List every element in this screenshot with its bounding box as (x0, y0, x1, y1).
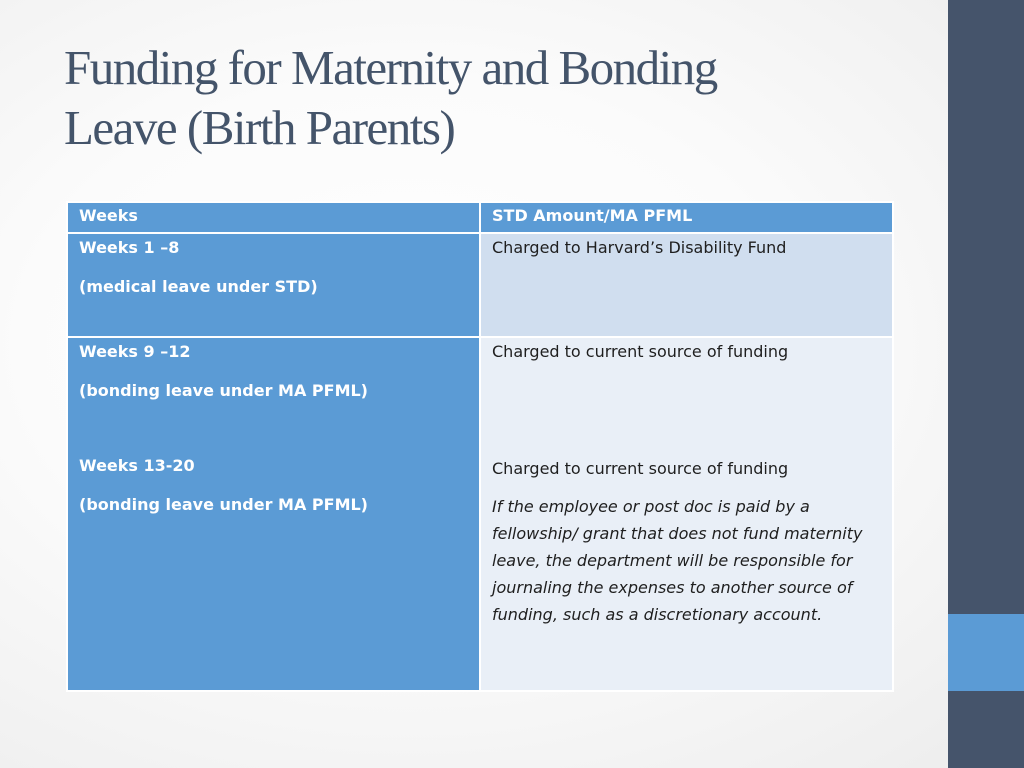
slide-title-line-2: Leave (Birth Parents) (64, 100, 455, 155)
fellowship-note: If the employee or post doc is paid by a fellowship/ grant that does not fund maternity leave, the department will be responsible for journaling the expenses to another source of funding, such as a discretionary account. (492, 497, 863, 624)
header-amount: STD Amount/MA PFML (480, 202, 893, 233)
leave-type: (bonding leave under MA PFML) (79, 381, 368, 400)
weeks-range: Weeks 13-20 (79, 456, 195, 475)
funding-table (66, 201, 894, 692)
table-row (67, 233, 893, 337)
slide-title (64, 38, 924, 158)
header-weeks: Weeks (67, 202, 480, 233)
leave-type: (bonding leave under MA PFML) (79, 495, 368, 514)
weeks-range: Weeks 9 –12 (79, 342, 191, 361)
table-row (67, 337, 893, 691)
weeks-cell (67, 337, 480, 691)
table-header-row (67, 202, 893, 233)
amount-cell (480, 233, 893, 337)
leave-type: (medical leave under STD) (79, 277, 318, 296)
funding-source: Charged to current source of funding (492, 342, 789, 361)
weeks-range: Weeks 1 –8 (79, 238, 180, 257)
side-accent (948, 614, 1024, 691)
funding-source: Charged to Harvard’s Disability Fund (492, 238, 787, 257)
amount-cell (480, 337, 893, 691)
weeks-cell (67, 233, 480, 337)
slide-title-line-1: Funding for Maternity and Bonding (64, 40, 717, 95)
funding-source: Charged to current source of funding (492, 459, 789, 478)
